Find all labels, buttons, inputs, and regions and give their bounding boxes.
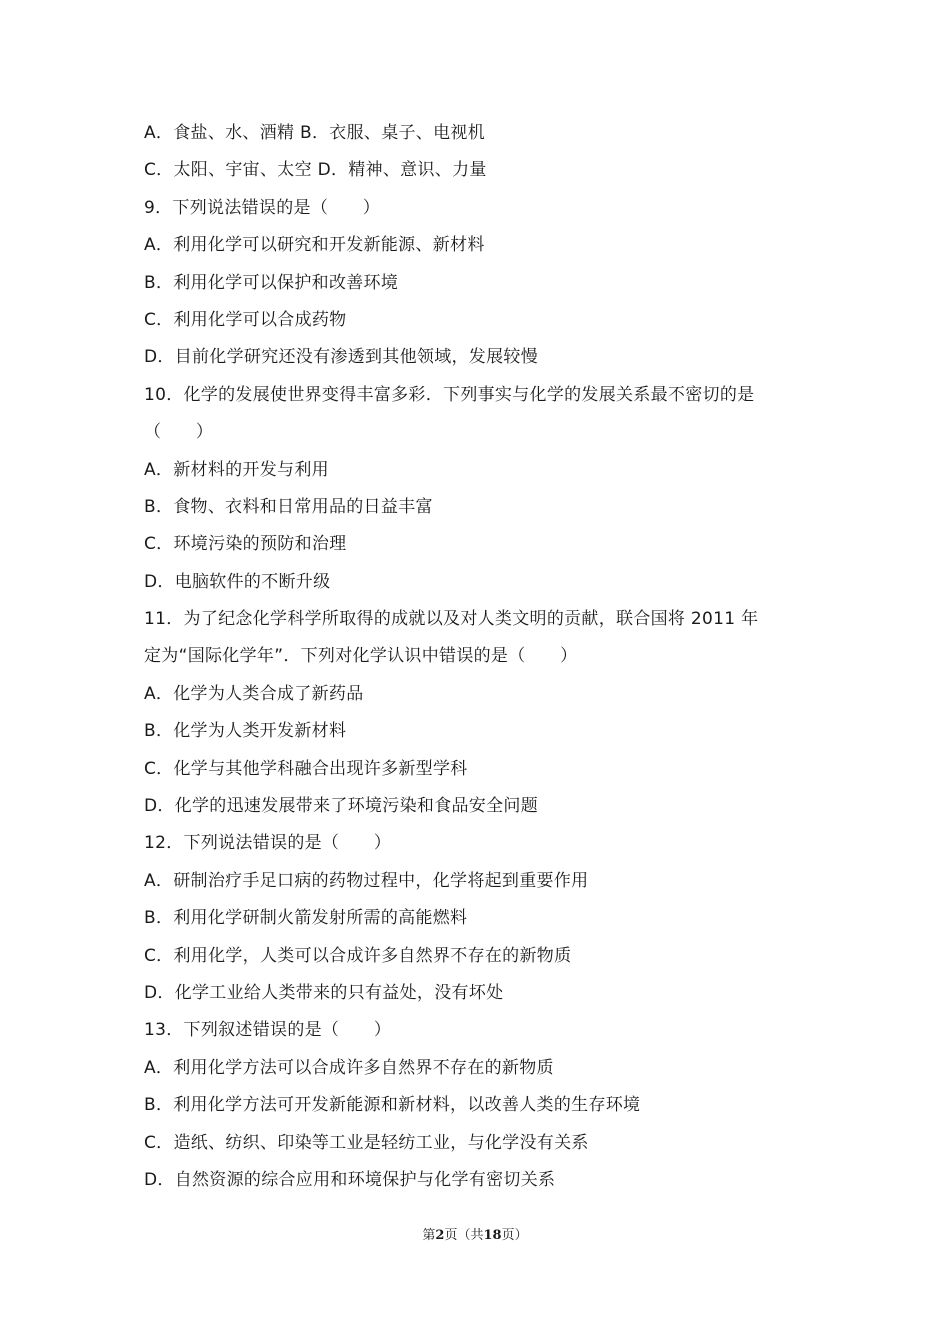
footer-page-number: 2: [435, 1228, 445, 1243]
question-12-stem: 12．下列说法错误的是（ ）: [144, 833, 392, 854]
question-12-option-d: D．化学工业给人类带来的只有益处，没有坏处: [144, 982, 504, 1003]
question-10-stem: 10．化学的发展使世界变得丰富多彩．下列事实与化学的发展关系最不密切的是: [144, 384, 755, 405]
option-line: A．食盐、水、酒精 B．衣服、桌子、电视机: [144, 123, 485, 143]
question-10-option-c: C．环境污染的预防和治理: [144, 534, 347, 555]
question-13-option-d: D．自然资源的综合应用和环境保护与化学有密切关系: [144, 1169, 556, 1190]
question-10-option-d: D．电脑软件的不断升级: [144, 571, 331, 592]
question-10-option-b: B．食物、衣料和日常用品的日益丰富: [144, 496, 433, 517]
question-10-option-a: A．新材料的开发与利用: [144, 459, 329, 480]
question-12-option-a: A．研制治疗手足口病的药物过程中，化学将起到重要作用: [144, 870, 589, 891]
page-footer: [0, 1226, 950, 1246]
question-11-option-b: B．化学为人类开发新材料: [144, 721, 347, 742]
question-9-option-c: C．利用化学可以合成药物: [144, 309, 347, 330]
question-11-option-d: D．化学的迅速发展带来了环境污染和食品安全问题: [144, 796, 538, 817]
question-11-option-c: C．化学与其他学科融合出现许多新型学科: [144, 758, 468, 779]
question-list: [144, 115, 814, 1199]
footer-middle: 页（共: [444, 1228, 484, 1243]
question-13-option-a: A．利用化学方法可以合成许多自然界不存在的新物质: [144, 1057, 554, 1078]
question-11-stem: 11．为了纪念化学科学所取得的成就以及对人类文明的贡献，联合国将 2011 年: [144, 609, 759, 630]
question-9-option-a: A．利用化学可以研究和开发新能源、新材料: [144, 235, 485, 256]
question-11-option-a: A．化学为人类合成了新药品: [144, 683, 364, 704]
question-13-stem: 13．下列叙述错误的是（ ）: [144, 1020, 392, 1041]
question-9-stem: 9．下列说法错误的是（ ）: [144, 197, 381, 218]
question-12-option-c: C．利用化学，人类可以合成许多自然界不存在的新物质: [144, 945, 572, 966]
question-10-stem-cont: （ ）: [144, 422, 214, 443]
footer-suffix: 页）: [501, 1228, 528, 1243]
question-12-option-b: B．利用化学研制火箭发射所需的高能燃料: [144, 908, 468, 929]
question-11-stem-cont: 定为“国际化学年”．下列对化学认识中错误的是（ ）: [144, 646, 578, 667]
question-13-option-b: B．利用化学方法可开发新能源和新材料，以改善人类的生存环境: [144, 1095, 641, 1116]
question-9-option-b: B．利用化学可以保护和改善环境: [144, 272, 399, 293]
question-13-option-c: C．造纸、纺织、印染等工业是轻纺工业，与化学没有关系: [144, 1132, 589, 1153]
footer-total-pages: 18: [483, 1228, 502, 1243]
option-line: C．太阳、宇宙、太空 D．精神、意识、力量: [144, 160, 487, 181]
footer-prefix: 第: [422, 1228, 436, 1243]
question-9-option-d: D．目前化学研究还没有渗透到其他领域，发展较慢: [144, 347, 538, 368]
